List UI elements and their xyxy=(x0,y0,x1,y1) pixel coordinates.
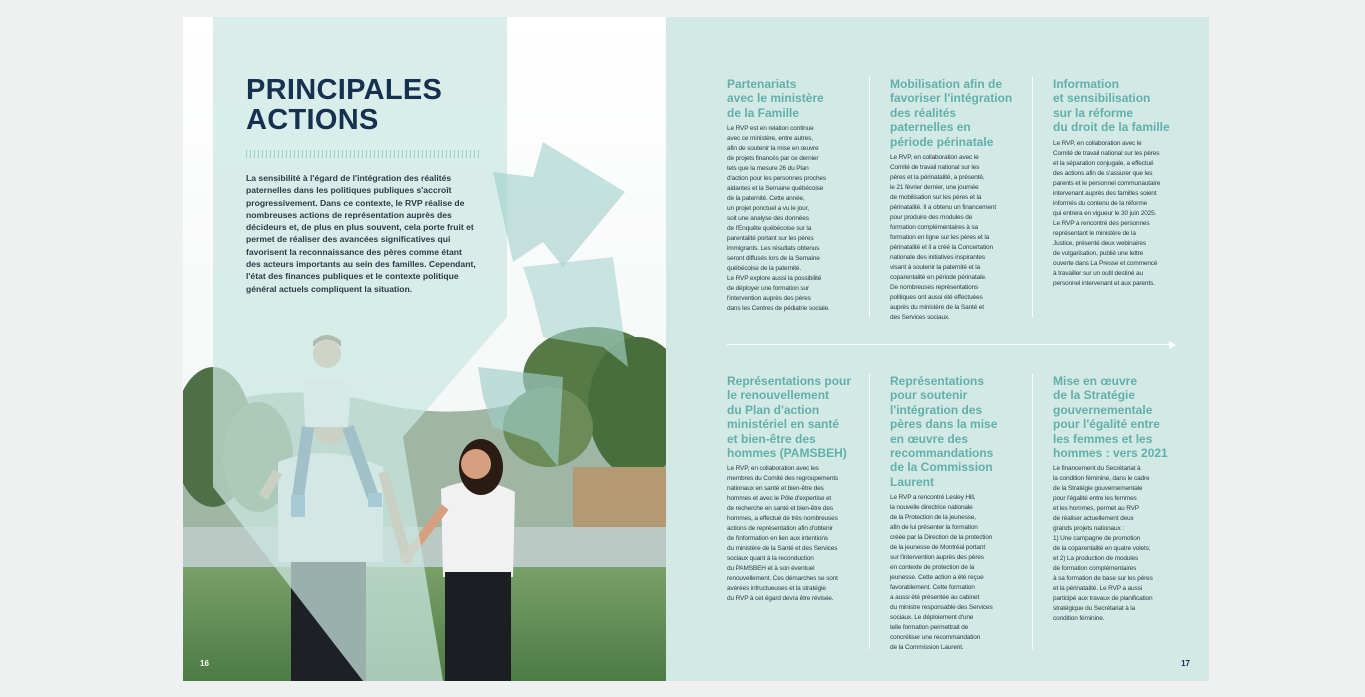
column-body: Le RVP est en relation continue avec ce ministère, entre autres, afin de soutenir la mise en œuvre de projets financés par ce dernier tels que la mesure 26 du Plan d'action pour les personnes proches aidantes et la Semaine québécoise de la paternité. Cette année, un projet ponctuel a vu le jour, soit une analyse des données de l'Enquête québécoise sur la parentalité portant sur les pères immigrants. Les résultats obtenus seront diffusés lors de la Semaine québécoise de la paternité. Le RVP explore aussi la possibilité de déployer une formation sur l'intervention auprès des pères dans les Centres de pédiatrie sociale. xyxy=(727,125,830,313)
column-pamsbeh xyxy=(727,374,857,604)
intro-paragraph: La sensibilité à l'égard de l'intégration des réalités paternelles dans les politiques publiques s'accroît progressivement. Dans ce contexte, le RVP réalise de nombreuses actions de représentation auprès des décideurs et, de plus en plus souvent, cela porte fruit et permet de réaliser des avancées significatives qui favorisent la reconnaissance des pères comme étant des acteurs importants au sein des familles. Cependant, l'état des finances publiques et le contexte politique général actuels compliquent la situation. xyxy=(246,173,476,294)
column-mobilisation xyxy=(890,77,1020,323)
page-number-left: 16 xyxy=(200,659,209,668)
arrow-right-icon xyxy=(1169,341,1176,349)
column-body: Le RVP, en collaboration avec les membres du Comité des regroupements nationaux en santé et bien-être des hommes et avec le Pôle d'expertise et de recherche en santé et bien-être des hommes, a effectué de très nombreuses actions de représentation afin d'obtenir de l'information en lien aux intentions du ministère de la Santé et des Services sociaux quant à la reconduction du PAMSBEH et à son éventuel renouvellement. Ces démarches se sont avérées infructueuses et la stratégie du RVP à cet égard devra être révisée. xyxy=(727,465,839,603)
column-partenariats xyxy=(727,77,857,314)
document-spread xyxy=(183,17,1209,681)
column-body: Le financement du Secrétariat à la condition féminine, dans le cadre de la Stratégie gouvernementale pour l'égalité entre les femmes et les hommes, permet au RVP de réaliser actuellement deux grands projets nationaux : 1) Une campagne de promotion de la coparentalité en quatre volets; et 2) La production de modules de formation complémentaires à sa formation de base sur les pères et la périnatalité. Le RVP a aussi participé aux travaux de planification stratégique du Secrétariat à la condition féminine. xyxy=(1053,465,1153,623)
page-number-right: 17 xyxy=(1181,659,1190,668)
column-divider xyxy=(1032,374,1033,649)
column-title: Mobilisation afin de favoriser l'intégration des réalités paternelles en période périnatale xyxy=(890,77,1013,149)
chevron-arrow-icon xyxy=(463,137,666,477)
column-title: Représentations pour soutenir l'intégration des pères dans la mise en œuvre des recommandations de la Commission Laurent xyxy=(890,374,998,489)
column-information xyxy=(1053,77,1188,289)
column-divider xyxy=(1032,77,1033,317)
column-divider xyxy=(869,374,870,649)
column-title: Information et sensibilisation sur la réforme du droit de la famille xyxy=(1053,77,1170,135)
column-title: Représentations pour le renouvellement du Plan d'action ministériel en santé et bien-être des hommes (PAMSBEH) xyxy=(727,374,852,461)
column-commission-laurent xyxy=(890,374,1020,653)
section-divider xyxy=(727,344,1175,345)
column-body: Le RVP, en collaboration avec le Comité de travail national sur les pères et la séparation conjugale, a effectué des actions afin de s'assurer que les parents et le personnel communautaire intervenant auprès des familles soient informés du contenu de la réforme qui entrera en vigueur le 30 juin 2025. Le RVP a rencontré des personnes représentant le ministère de la Justice, présenté deux webinaires de vulgarisation, publié une lettre ouverte dans La Presse et commencé à travailler sur un outil destiné au personnel intervenant et aux parents. xyxy=(1053,139,1161,287)
page-left xyxy=(183,17,666,681)
column-body: Le RVP a rencontré Lesley Hill, la nouvelle directrice nationale de la Protection de la jeunesse, afin de lui présenter la formation créée par la Direction de la protection de la jeunesse de Montréal portant sur l'intervention auprès des pères en contexte de protection de la jeunesse. Cette action a été reçue favorablement. Cette formation a aussi été présentée au cabinet du ministre responsable des Services sociaux. Le déploiement d'une telle formation permettrait de concrétiser une recommandation de la Commission Laurent. xyxy=(890,494,993,652)
column-body: Le RVP, en collaboration avec le Comité de travail national sur les pères et la périnatalité, a présenté, le 21 février dernier, une journée de mobilisation sur les pères et la périnatalité. Il a obtenu un financement pour produire des modules de formation complémentaires à sa formation en ligne sur les pères et la périnatalité et il a créé la Concertation nationale des initiatives inspirantes visant à soutenir la paternité et la coparentalité en période périnatale. De nombreuses représentations politiques ont aussi été effectuées auprès du ministère de la Santé et des Services sociaux. xyxy=(890,154,997,322)
page-right xyxy=(666,17,1209,681)
column-title: Partenariats avec le ministère de la Famille xyxy=(727,77,824,120)
page-title: PRINCIPALES ACTIONS xyxy=(246,74,443,136)
column-strategie xyxy=(1053,374,1188,624)
column-divider xyxy=(869,77,870,317)
column-title: Mise en œuvre de la Stratégie gouvernementale pour l'égalité entre les femmes et les hommes : vers 2021 xyxy=(1053,374,1168,461)
dotted-rule xyxy=(246,150,479,158)
